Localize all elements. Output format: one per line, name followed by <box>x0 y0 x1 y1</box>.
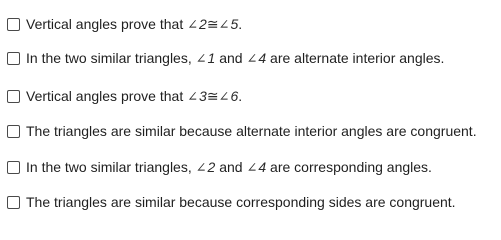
angle-symbol: ∠ <box>187 89 199 105</box>
congruent-symbol: ≅ <box>206 16 219 33</box>
option-text-segment: Vertical angles prove that <box>26 87 188 104</box>
option-2-text <box>26 50 444 67</box>
option-text-segment: In the two similar triangles, <box>26 49 196 66</box>
option-3[interactable] <box>0 84 242 108</box>
option-6[interactable] <box>0 190 456 214</box>
option-text-segment: Vertical angles prove that <box>26 15 188 32</box>
angle-number: 1 <box>207 49 216 66</box>
option-2-checkbox[interactable] <box>7 52 20 65</box>
angle-number: 4 <box>258 158 267 175</box>
option-text-segment: and <box>215 49 247 66</box>
option-4[interactable] <box>0 119 477 143</box>
angle-symbol: ∠ <box>187 17 199 33</box>
angle-number: 2 <box>199 15 207 32</box>
angle-symbol: ∠ <box>218 89 230 105</box>
option-5[interactable] <box>0 155 432 179</box>
option-4-text <box>26 123 477 139</box>
option-text-segment: . <box>238 87 243 104</box>
angle-expression <box>187 17 207 33</box>
option-3-checkbox[interactable] <box>7 90 20 103</box>
angle-number: 5 <box>230 15 239 32</box>
angle-symbol: ∠ <box>218 17 230 33</box>
option-text-segment: are corresponding angles. <box>266 158 432 175</box>
angle-expression <box>196 51 216 67</box>
angle-expression <box>196 160 216 176</box>
angle-number: 3 <box>199 87 207 104</box>
option-4-checkbox[interactable] <box>7 125 20 138</box>
option-text-segment: The triangles are similar because alternate interior angles are congruent. <box>26 123 477 139</box>
angle-number: 6 <box>230 87 239 104</box>
angle-expression <box>246 160 266 176</box>
angle-symbol: ∠ <box>246 51 258 67</box>
congruent-symbol: ≅ <box>206 88 219 105</box>
angle-symbol: ∠ <box>195 160 207 176</box>
option-text-segment: and <box>215 158 247 175</box>
angle-number: 4 <box>258 49 267 66</box>
angle-symbol: ∠ <box>195 51 207 67</box>
option-1-text <box>26 16 242 33</box>
option-5-text <box>26 159 432 176</box>
angle-expression <box>246 51 266 67</box>
option-6-text <box>26 194 456 210</box>
option-text-segment: The triangles are similar because corresponding sides are congruent. <box>26 194 456 210</box>
angle-number: 2 <box>207 158 216 175</box>
option-3-text <box>26 88 242 105</box>
option-1[interactable] <box>0 12 242 36</box>
angle-expression <box>219 89 239 105</box>
option-text-segment: are alternate interior angles. <box>266 49 445 66</box>
option-5-checkbox[interactable] <box>7 161 20 174</box>
option-text-segment: . <box>238 15 243 32</box>
option-text-segment: In the two similar triangles, <box>26 158 196 175</box>
angle-expression <box>187 89 207 105</box>
angle-symbol: ∠ <box>246 160 258 176</box>
option-6-checkbox[interactable] <box>7 196 20 209</box>
option-1-checkbox[interactable] <box>7 18 20 31</box>
option-2[interactable] <box>0 46 444 70</box>
angle-expression <box>219 17 239 33</box>
